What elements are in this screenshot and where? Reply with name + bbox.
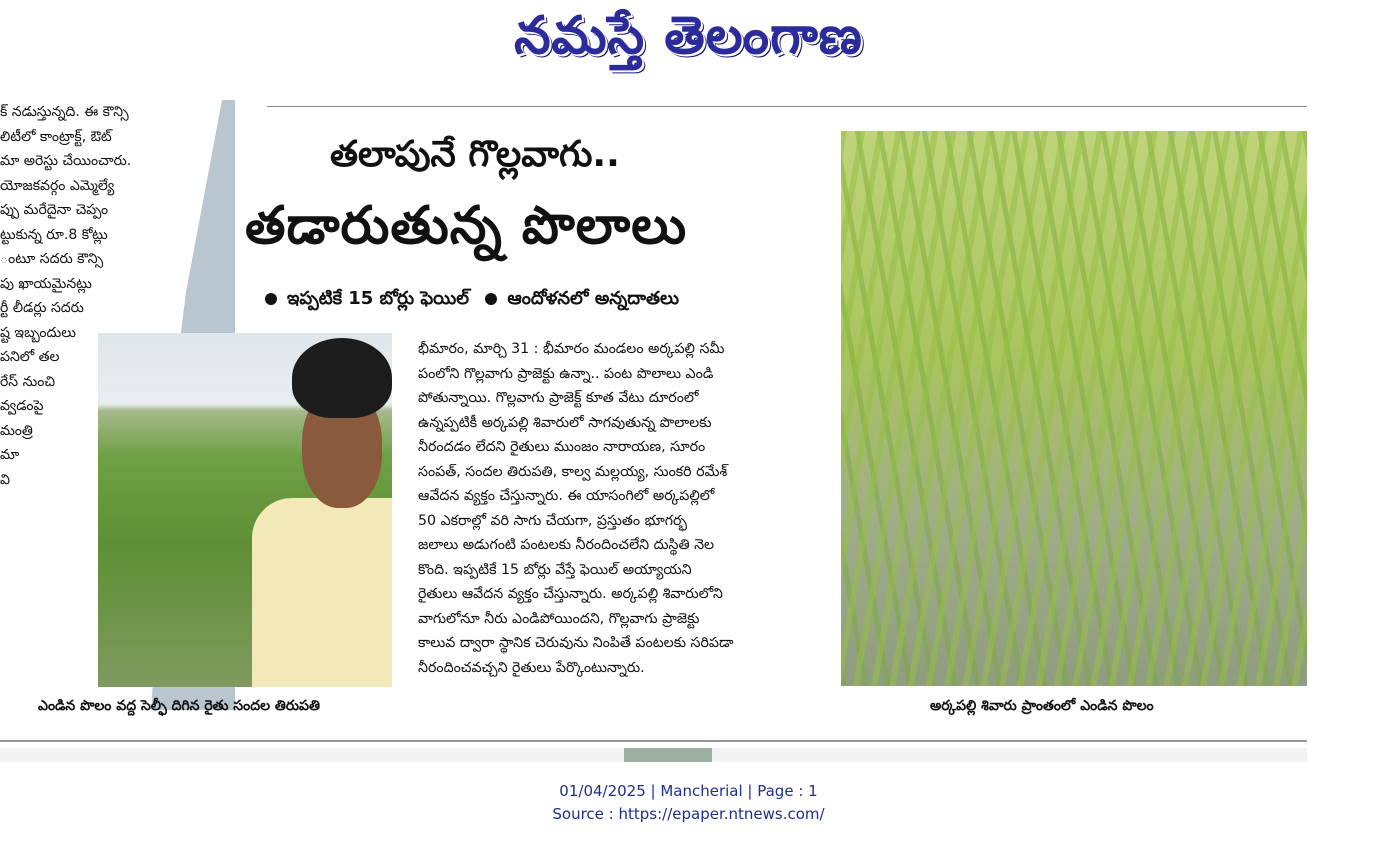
masthead-logo: నమస్తే తెలంగాణ xyxy=(514,6,863,66)
left-column-line: యోజకవర్గం ఎమ్మెల్యే xyxy=(0,177,115,194)
left-column-line: మంత్రి xyxy=(0,422,33,439)
bullet-icon xyxy=(265,293,277,305)
left-column-line: ప్పు మరేదైనా చెప్పం xyxy=(0,202,109,218)
body-line: పోతున్నాయి. గొల్లవాగు ప్రాజెక్ట్ కూత వేటు దూరంలో xyxy=(418,390,699,406)
body-line: ఆవేదన వ్యక్తం చేస్తున్నారు. ఈ యాసంగిలో అర్కపల్లిలో xyxy=(418,488,715,504)
left-column-line: వ్వడంపై xyxy=(0,398,44,414)
footer-date-edition: 01/04/2025 | Mancherial | Page : 1 xyxy=(559,782,818,800)
masthead xyxy=(0,0,1377,80)
left-column-line: ంటూ సదరు కౌన్సి xyxy=(0,251,104,267)
body-line: నీరందడం లేదని రైతులు ముంజం నారాయణ, సూరం xyxy=(418,439,706,455)
left-column-line: లిటీలో కాంట్రాక్ట్, ఔట్ xyxy=(0,128,112,145)
farmer-figure xyxy=(222,333,392,687)
left-column-line: ట్టుకున్న రూ.8 కోట్లు xyxy=(0,226,108,243)
body-line: ఉన్నప్పటికీ అర్కపల్లి శివారులో సాగవుతున్న పొలాలకు xyxy=(418,414,712,431)
left-column-line: రేస్ నుంచి xyxy=(0,373,56,390)
body-line: వాగులోనూ నీరు ఎండిపోయిందని, గొల్లవాగు ప్రాజెక్టు xyxy=(418,610,700,627)
left-column-line: పు ఖాయమైనట్లు xyxy=(0,275,92,292)
dry-field-photo xyxy=(841,131,1307,686)
footer-source: Source : https://epaper.ntnews.com/ xyxy=(552,805,825,823)
body-line: జలాలు అడుగంటి పంటలకు నీరందించలేని దుస్థితి నెల xyxy=(418,537,715,553)
left-column-line: మా అరెస్టు చేయించారు. xyxy=(0,153,132,169)
left-column-line: ష్ట ఇబ్బందులు xyxy=(0,324,76,341)
left-column-line: వి xyxy=(0,471,10,488)
subhead-2: ఆందోళనలో అన్నదాతలు xyxy=(507,288,679,309)
farmer-selfie-photo xyxy=(98,333,392,687)
bottom-rule xyxy=(0,740,1307,742)
left-column-line: పనిలో తల xyxy=(0,349,60,365)
next-article-strip xyxy=(0,748,1307,762)
photo-caption-right: అర్కపల్లి శివారు ప్రాంతంలో ఎండిన పొలం xyxy=(930,698,1154,714)
body-line: కాలువ ద్వారా స్థానిక చెరువును నింపితే పంటలకు సరిపడా xyxy=(418,635,734,651)
body-line: 50 ఎకరాల్లో వరి సాగు చేయగా, ప్రస్తుతం భూగర్భ xyxy=(418,512,688,529)
body-line: పంలోని గొల్లవాగు ప్రాజెక్టు ఉన్నా.. పంట పొలాలు ఎండి xyxy=(418,365,714,382)
body-line: కొంది. ఇప్పటికే 15 బోర్లు వేస్తే ఫెయిల్ అయ్యాయని xyxy=(418,561,692,578)
article-subheads xyxy=(265,288,679,313)
left-column-line: క్ నడుస్తున్నది. ఈ కౌన్సి xyxy=(0,104,129,120)
photo-caption-left: ఎండిన పొలం వద్ద సెల్ఫీ దిగిన రైతు సందల తిరుపతి xyxy=(38,698,320,714)
article-body xyxy=(418,337,784,680)
body-line: రైతులు ఆవేదన వ్యక్తం చేస్తున్నారు. అర్కపల్లి శివారులోని xyxy=(418,586,723,602)
left-column-line: ర్టీ లీడర్లు సదరు xyxy=(0,300,84,316)
body-line: సంపత్, సందల తిరుపతి, కాల్వ మల్లయ్య, సుంకరి రమేశ్ xyxy=(418,463,728,480)
article-kicker: తలాపునే గొల్లవాగు.. xyxy=(330,134,620,175)
bullet-icon xyxy=(485,293,497,305)
top-rule xyxy=(267,106,1307,107)
body-line: భీమారం, మార్చి 31 : భీమారం మండలం అర్కపల్లి సమీ xyxy=(418,341,725,357)
article-headline: తడారుతున్న పొలాలు xyxy=(245,196,688,256)
left-column-line: మా xyxy=(0,447,20,463)
subhead-1: ఇప్పటికే 15 బోర్లు ఫెయిల్ xyxy=(287,288,470,309)
body-line: నీరందించవచ్చని రైతులు పేర్కొంటున్నారు. xyxy=(418,659,645,676)
